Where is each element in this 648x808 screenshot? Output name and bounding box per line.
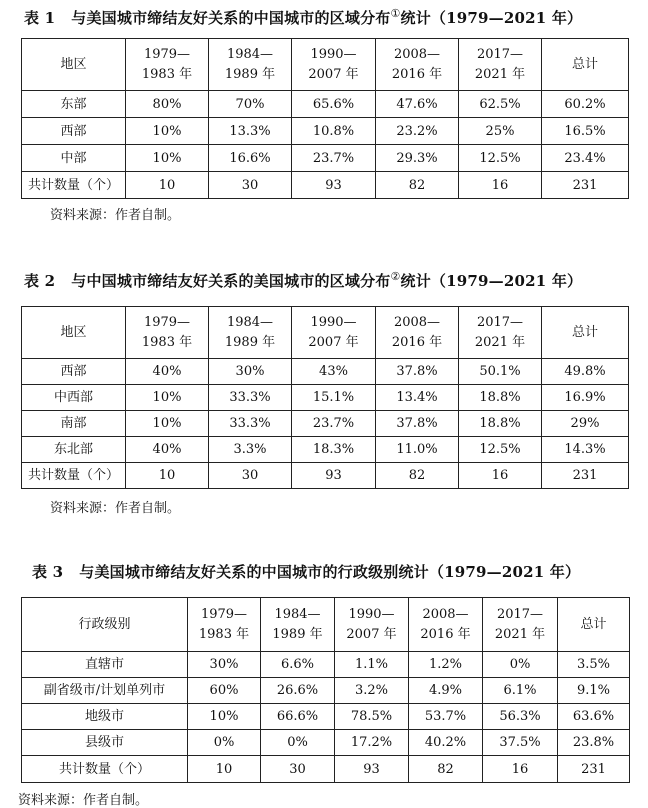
cell: 37.8%: [376, 411, 459, 437]
period-start: 1990—: [348, 606, 395, 622]
cell: 29.3%: [376, 145, 459, 172]
cell: 23.8%: [558, 730, 630, 756]
table-row: [22, 411, 629, 437]
table-row: [22, 118, 629, 145]
row-label: 地级市: [22, 704, 188, 730]
cell: 23.7%: [292, 145, 376, 172]
cell: 10%: [126, 411, 209, 437]
table-2-header-period-2: [209, 307, 292, 359]
cell: 10.8%: [292, 118, 376, 145]
cell: 3.3%: [209, 437, 292, 463]
table-2-source: 资料来源：作者自制。: [50, 501, 181, 516]
cell: 93: [292, 172, 376, 199]
cell: 10: [188, 756, 261, 783]
cell: 93: [335, 756, 409, 783]
period-end: 2021 年: [474, 334, 526, 350]
period-end: 2016 年: [391, 66, 443, 82]
row-label: 东部: [22, 91, 126, 118]
cell: 30: [261, 756, 335, 783]
table-1-footnote-mark: ①: [390, 7, 401, 20]
cell: 78.5%: [335, 704, 409, 730]
cell: 11.0%: [376, 437, 459, 463]
cell: 18.8%: [459, 411, 542, 437]
table-3: [21, 597, 630, 783]
row-label: 中西部: [22, 385, 126, 411]
row-label: 南部: [22, 411, 126, 437]
table-row: [22, 704, 630, 730]
period-end: 2007 年: [308, 334, 359, 350]
cell: 62.5%: [459, 91, 542, 118]
period-start: 2008—: [422, 606, 469, 622]
table-2-footnote-mark: ②: [390, 270, 401, 283]
cell: 10%: [188, 704, 261, 730]
period-start: 1984—: [274, 606, 321, 622]
row-label: 中部: [22, 145, 126, 172]
table-3-header-period-5: [483, 598, 558, 652]
period-start: 2008—: [393, 314, 441, 330]
cell: 15.1%: [292, 385, 376, 411]
cell: 30%: [209, 359, 292, 385]
table-1-title-tail: 统计（1979—2021 年）: [400, 9, 583, 27]
row-label: 西部: [22, 359, 126, 385]
table-1-title-main: 与美国城市缔结友好关系的中国城市的区域分布: [71, 9, 391, 27]
table-row-total: [22, 463, 629, 489]
cell: 23.7%: [292, 411, 376, 437]
table-2: [21, 306, 629, 489]
period-end: 2007 年: [308, 66, 359, 82]
period-start: 2017—: [476, 46, 524, 62]
table-1-header-total: 总计: [542, 39, 629, 91]
cell: 33.3%: [209, 411, 292, 437]
period-end: 1983 年: [141, 66, 193, 82]
cell: 0%: [261, 730, 335, 756]
table-1: [21, 38, 629, 199]
cell: 0%: [188, 730, 261, 756]
table-2-header-period-4: [376, 307, 459, 359]
period-start: 1990—: [310, 46, 357, 62]
cell: 6.6%: [261, 652, 335, 678]
table-3-header-period-2: [261, 598, 335, 652]
period-start: 1979—: [143, 314, 191, 330]
cell: 16.6%: [209, 145, 292, 172]
cell: 14.3%: [542, 437, 629, 463]
cell: 43%: [292, 359, 376, 385]
table-2-header-period-3: [292, 307, 376, 359]
period-start: 2008—: [393, 46, 441, 62]
cell: 16: [459, 463, 542, 489]
period-start: 1984—: [226, 314, 274, 330]
period-start: 2017—: [476, 314, 524, 330]
table-row-total: [22, 756, 630, 783]
cell: 37.8%: [376, 359, 459, 385]
cell: 231: [558, 756, 630, 783]
period-end: 1983 年: [198, 626, 250, 642]
period-start: 1979—: [143, 46, 191, 62]
table-1-label: 表 1: [24, 9, 56, 27]
cell: 3.5%: [558, 652, 630, 678]
cell: 10%: [126, 118, 209, 145]
table-1-header-period-2: [209, 39, 292, 91]
cell: 60.2%: [542, 91, 629, 118]
cell: 10%: [126, 385, 209, 411]
cell: 10: [126, 172, 209, 199]
cell: 1.1%: [335, 652, 409, 678]
cell: 18.8%: [459, 385, 542, 411]
cell: 65.6%: [292, 91, 376, 118]
table-3-header-period-1: [188, 598, 261, 652]
cell: 63.6%: [558, 704, 630, 730]
period-end: 2021 年: [474, 66, 526, 82]
cell: 40%: [126, 437, 209, 463]
cell: 26.6%: [261, 678, 335, 704]
period-end: 2007 年: [346, 626, 397, 642]
row-label: 西部: [22, 118, 126, 145]
period-start: 1984—: [226, 46, 274, 62]
table-1-source: 资料来源：作者自制。: [50, 208, 181, 223]
period-end: 2021 年: [494, 626, 546, 642]
table-3-header-total: 总计: [558, 598, 630, 652]
cell: 1.2%: [409, 652, 483, 678]
period-end: 1983 年: [141, 334, 193, 350]
row-label: 东北部: [22, 437, 126, 463]
cell: 17.2%: [335, 730, 409, 756]
cell: 6.1%: [483, 678, 558, 704]
cell: 4.9%: [409, 678, 483, 704]
period-start: 2017—: [496, 606, 544, 622]
cell: 30: [209, 463, 292, 489]
table-row: [22, 652, 630, 678]
table-3-title: [32, 561, 580, 582]
period-end: 2016 年: [420, 626, 471, 642]
table-2-label: 表 2: [24, 272, 56, 290]
table-row: [22, 385, 629, 411]
table-row: [22, 437, 629, 463]
cell: 93: [292, 463, 376, 489]
cell: 29%: [542, 411, 629, 437]
table-3-title-tail: （1979—2021 年）: [428, 563, 581, 581]
cell: 53.7%: [409, 704, 483, 730]
cell: 10: [126, 463, 209, 489]
table-row-total: [22, 172, 629, 199]
cell: 82: [409, 756, 483, 783]
cell: 3.2%: [335, 678, 409, 704]
cell: 30%: [188, 652, 261, 678]
table-row: [22, 145, 629, 172]
table-2-title: [24, 270, 582, 291]
cell: 50.1%: [459, 359, 542, 385]
period-end: 1989 年: [224, 334, 276, 350]
row-label: 直辖市: [22, 652, 188, 678]
table-row: [22, 730, 630, 756]
cell: 30: [209, 172, 292, 199]
cell: 10%: [126, 145, 209, 172]
table-1-header-period-3: [292, 39, 376, 91]
table-3-header-period-4: [409, 598, 483, 652]
cell: 0%: [483, 652, 558, 678]
cell: 60%: [188, 678, 261, 704]
table-3-header-level: 行政级别: [22, 598, 188, 652]
table-1-header-period-5: [459, 39, 542, 91]
cell: 56.3%: [483, 704, 558, 730]
cell: 16.9%: [542, 385, 629, 411]
cell: 33.3%: [209, 385, 292, 411]
cell: 40.2%: [409, 730, 483, 756]
table-2-title-main: 与中国城市缔结友好关系的美国城市的区域分布: [71, 272, 391, 290]
cell: 16: [483, 756, 558, 783]
table-1-header-region: 地区: [22, 39, 126, 91]
cell: 12.5%: [459, 145, 542, 172]
period-end: 1989 年: [224, 66, 276, 82]
table-2-header-period-5: [459, 307, 542, 359]
table-3-source: 资料来源：作者自制。: [18, 793, 149, 808]
cell: 66.6%: [261, 704, 335, 730]
table-1-title: [24, 7, 582, 28]
cell: 23.2%: [376, 118, 459, 145]
cell: 231: [542, 172, 629, 199]
table-row: [22, 359, 629, 385]
cell: 16.5%: [542, 118, 629, 145]
cell: 47.6%: [376, 91, 459, 118]
period-end: 2016 年: [391, 334, 443, 350]
table-2-header-total: 总计: [542, 307, 629, 359]
row-label: 县级市: [22, 730, 188, 756]
table-1-header-period-4: [376, 39, 459, 91]
row-label: 共计数量（个）: [22, 172, 126, 199]
cell: 13.4%: [376, 385, 459, 411]
row-label: 共计数量（个）: [22, 756, 188, 783]
table-2-header-period-1: [126, 307, 209, 359]
cell: 40%: [126, 359, 209, 385]
table-2-title-tail: 统计（1979—2021 年）: [400, 272, 583, 290]
cell: 82: [376, 172, 459, 199]
period-start: 1990—: [310, 314, 357, 330]
table-row: [22, 678, 630, 704]
cell: 9.1%: [558, 678, 630, 704]
table-row: [22, 91, 629, 118]
cell: 23.4%: [542, 145, 629, 172]
cell: 231: [542, 463, 629, 489]
cell: 37.5%: [483, 730, 558, 756]
row-label: 共计数量（个）: [22, 463, 126, 489]
cell: 49.8%: [542, 359, 629, 385]
table-2-header-region: 地区: [22, 307, 126, 359]
period-end: 1989 年: [272, 626, 323, 642]
cell: 70%: [209, 91, 292, 118]
row-label: 副省级市/计划单列市: [22, 678, 188, 704]
cell: 12.5%: [459, 437, 542, 463]
cell: 80%: [126, 91, 209, 118]
cell: 82: [376, 463, 459, 489]
table-3-header-period-3: [335, 598, 409, 652]
table-3-title-main: 与美国城市缔结友好关系的中国城市的行政级别统计: [79, 563, 429, 581]
cell: 13.3%: [209, 118, 292, 145]
table-1-header-period-1: [126, 39, 209, 91]
table-3-label: 表 3: [32, 563, 64, 581]
cell: 18.3%: [292, 437, 376, 463]
cell: 25%: [459, 118, 542, 145]
period-start: 1979—: [200, 606, 248, 622]
cell: 16: [459, 172, 542, 199]
